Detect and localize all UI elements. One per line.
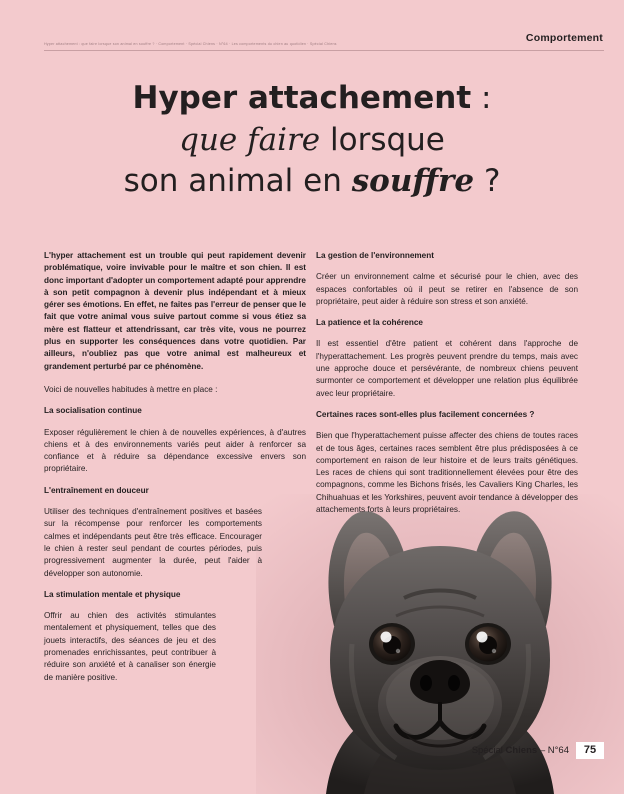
page-title: [0, 78, 624, 203]
header-divider: [44, 50, 604, 51]
intro-paragraph: Voici de nouvelles habitudes à mettre en place :: [44, 384, 218, 394]
footer-magazine-name: Chiens: [505, 745, 538, 756]
subheading-socialisation: La socialisation continue: [44, 406, 142, 416]
title-italic-part: que faire: [179, 121, 321, 158]
body-socialisation: Exposer régulièrement le chien à de nouvelles expériences, à d'autres chiens et à des environnements variés peut aider à renforcer sa confiance et à réduire sa dépendance excessive envers son propriétaire.: [44, 427, 306, 474]
lead-paragraph: L'hyper attachement est un trouble qui peut rapidement devenir problématique, voire invivable pour le maître et son chien. Il est donc important d'adopter un comportement adapté pour apprendre à son petit compagnon à devenir plus indépendant et à mieux gérer ses émotions. En effet, ne faites pas l'erreur de penser que le fait que votre animal vous suive partout comme si vous étiez sa mère est flatteur et attendrissant, car très vite, vous ne pourrez plus en supporter les conséquences dans votre quotidien. Par ailleurs, n'oubliez pas que votre animal est malheureux et grandement perturbé par ce phénomène.: [44, 251, 306, 371]
title-line3-end: ?: [474, 163, 501, 200]
title-line-1: [0, 78, 624, 120]
left-column: [44, 250, 306, 693]
title-line3-start: son animal en: [123, 163, 352, 200]
subheading-races: Certaines races sont-elles plus facilement concernées ?: [316, 409, 535, 419]
subheading-entrainement: L'entraînement en douceur: [44, 485, 149, 495]
right-column: [316, 250, 578, 525]
footer-magazine: [472, 745, 569, 756]
page-footer: [472, 742, 604, 759]
title-line-2: [0, 120, 624, 162]
subheading-patience: La patience et la cohérence: [316, 318, 423, 328]
subheading-stimulation: La stimulation mentale et physique: [44, 589, 181, 599]
body-environnement: Créer un environnement calme et sécurisé pour le chien, avec des espaces confortables où il peut se retirer en l'absence de son propriétaire, peut aider à réduire son stress et son anxiété.: [316, 272, 578, 306]
footer-separator: –: [539, 745, 546, 756]
body-stimulation: Offrir au chien des activités stimulantes mentalement et physiquement, telles que des jouets interactifs, des séances de jeu et des promenades enrichissantes, peut contribuer à réduire son anxiété et à canaliser son énergie de manière positive.: [44, 611, 216, 682]
title-line-3: [0, 161, 624, 203]
title-bold-part: Hyper attachement: [132, 80, 472, 116]
footer-magazine-label: Spécial: [471, 745, 503, 756]
title-colon: :: [471, 80, 492, 116]
subheading-environnement: La gestion de l'environnement: [316, 251, 434, 260]
footer-issue: N°64: [547, 745, 569, 756]
title-line2-rest: lorsque: [320, 121, 445, 158]
title-bold-italic-part: souffre: [351, 163, 475, 200]
body-patience: Il est essentiel d'être patient et cohérent dans l'approche de l'hyperattachement. Les progrès peuvent prendre du temps, mais avec une approche douce et persévérante, de nombreux chiens peuvent surmonter ce comportement et développer une relation plus équilibrée avec leur propriétaire.: [316, 339, 578, 398]
body-races: Bien que l'hyperattachement puisse affecter des chiens de toutes races et de tous âges, certaines races semblent être plus prédisposées à ce comportement en raison de leur histoire et de leurs traits génétiques. Les races de chiens qui sont traditionnellement élevées pour être des compagnons, comme les Bichons frisés, les Cavaliers King Charles, les Chihuahuas et les Yorkshires, peuvent avoir tendance à développer des attachements forts à leurs propriétaires.: [316, 431, 578, 515]
body-entrainement: Utiliser des techniques d'entraînement positives et basées sur la récompense pour renforcer les comportements calmes et indépendants peut être très efficace. Encourager le chien à rester seul pendant de courtes périodes, puis progressivement augmenter la durée, peut l'aider à développer son autonomie.: [44, 507, 262, 578]
page-number-badge: 75: [576, 742, 604, 759]
section-label: Comportement: [525, 32, 603, 44]
header-micro-text: Hyper attachement : que faire lorsque son animal en souffre ? · Comportement · Spécial Chiens · N°64 · Les comportements du chien au quotidien · Spécial Chiens: [44, 42, 337, 46]
